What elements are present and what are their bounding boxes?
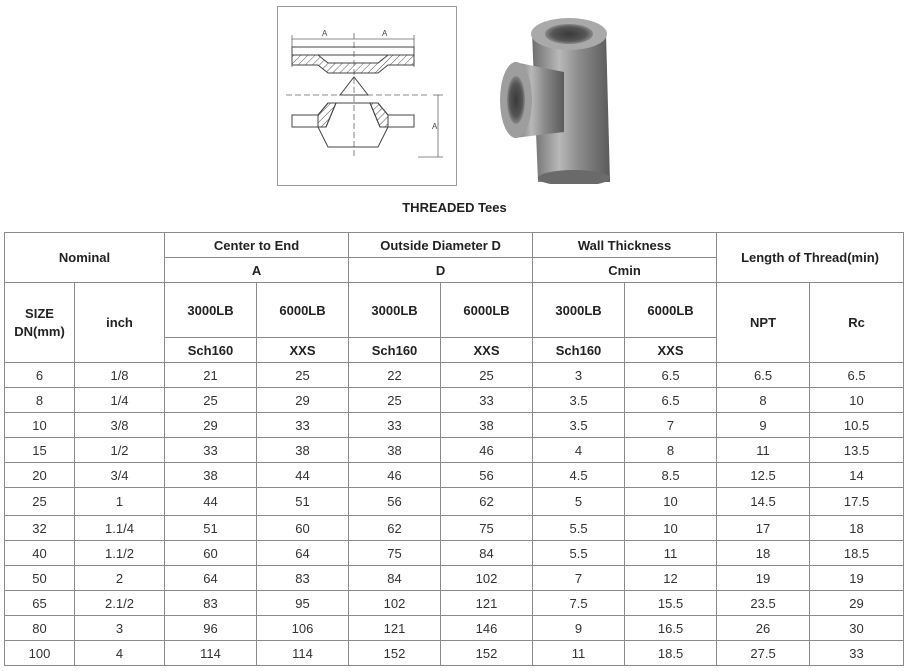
cell-cte-3000: 114 bbox=[165, 641, 257, 666]
cell-od-6000: 62 bbox=[441, 488, 533, 516]
cell-wt-3000: 3 bbox=[533, 363, 625, 388]
tee-technical-drawing bbox=[277, 6, 457, 186]
cell-wt-3000: 5.5 bbox=[533, 541, 625, 566]
cell-inch: 1/4 bbox=[75, 388, 165, 413]
header-wt-sch160: Sch160 bbox=[533, 338, 625, 363]
cell-od-6000: 56 bbox=[441, 463, 533, 488]
cell-size-dn: 20 bbox=[5, 463, 75, 488]
cell-npt: 27.5 bbox=[717, 641, 810, 666]
cell-cte-3000: 21 bbox=[165, 363, 257, 388]
header-od-sch160: Sch160 bbox=[349, 338, 441, 363]
cell-od-3000: 22 bbox=[349, 363, 441, 388]
threaded-tees-dimension-table bbox=[4, 232, 904, 666]
cell-wt-3000: 4 bbox=[533, 438, 625, 463]
cell-wt-3000: 3.5 bbox=[533, 388, 625, 413]
cell-size-dn: 10 bbox=[5, 413, 75, 438]
cell-size-dn: 32 bbox=[5, 516, 75, 541]
cell-od-3000: 84 bbox=[349, 566, 441, 591]
header-size-line1: SIZE bbox=[25, 305, 54, 321]
cell-rc: 6.5 bbox=[810, 363, 904, 388]
table-row bbox=[5, 616, 904, 641]
cell-size-dn: 65 bbox=[5, 591, 75, 616]
header-outside-diameter-symbol: D bbox=[349, 258, 533, 283]
header-npt: NPT bbox=[717, 283, 810, 363]
cell-wt-6000: 11 bbox=[625, 541, 717, 566]
table-row bbox=[5, 413, 904, 438]
header-od-3000: 3000LB bbox=[349, 283, 441, 338]
cell-rc: 17.5 bbox=[810, 488, 904, 516]
cell-wt-3000: 11 bbox=[533, 641, 625, 666]
table-row bbox=[5, 463, 904, 488]
cell-od-3000: 75 bbox=[349, 541, 441, 566]
cell-od-3000: 121 bbox=[349, 616, 441, 641]
cell-cte-6000: 95 bbox=[257, 591, 349, 616]
cell-wt-3000: 5 bbox=[533, 488, 625, 516]
tee-product-photo bbox=[494, 12, 622, 184]
cell-rc: 18 bbox=[810, 516, 904, 541]
cell-od-6000: 152 bbox=[441, 641, 533, 666]
table-row bbox=[5, 516, 904, 541]
header-rc: Rc bbox=[810, 283, 904, 363]
cell-wt-6000: 10 bbox=[625, 488, 717, 516]
cell-size-dn: 8 bbox=[5, 388, 75, 413]
cell-cte-6000: 38 bbox=[257, 438, 349, 463]
cell-cte-3000: 83 bbox=[165, 591, 257, 616]
cell-od-6000: 75 bbox=[441, 516, 533, 541]
cell-cte-3000: 44 bbox=[165, 488, 257, 516]
header-center-to-end-symbol: A bbox=[165, 258, 349, 283]
table-row bbox=[5, 438, 904, 463]
header-cte-6000: 6000LB bbox=[257, 283, 349, 338]
cell-od-6000: 146 bbox=[441, 616, 533, 641]
cell-wt-6000: 15.5 bbox=[625, 591, 717, 616]
table-row bbox=[5, 488, 904, 516]
dim-label-a-left: A bbox=[322, 29, 328, 38]
cell-rc: 30 bbox=[810, 616, 904, 641]
cell-inch: 1.1/2 bbox=[75, 541, 165, 566]
cell-od-6000: 46 bbox=[441, 438, 533, 463]
cell-cte-6000: 25 bbox=[257, 363, 349, 388]
cell-cte-6000: 51 bbox=[257, 488, 349, 516]
cell-inch: 3 bbox=[75, 616, 165, 641]
cell-inch: 2 bbox=[75, 566, 165, 591]
cell-inch: 3/4 bbox=[75, 463, 165, 488]
cell-rc: 29 bbox=[810, 591, 904, 616]
table-caption: THREADED Tees bbox=[402, 200, 507, 215]
cell-inch: 1/8 bbox=[75, 363, 165, 388]
cell-npt: 11 bbox=[717, 438, 810, 463]
tee-photo-svg bbox=[494, 12, 622, 184]
cell-od-6000: 84 bbox=[441, 541, 533, 566]
cell-cte-3000: 38 bbox=[165, 463, 257, 488]
header-od-6000: 6000LB bbox=[441, 283, 533, 338]
table-body bbox=[5, 363, 904, 666]
cell-cte-6000: 44 bbox=[257, 463, 349, 488]
cell-wt-6000: 10 bbox=[625, 516, 717, 541]
header-cte-xxs: XXS bbox=[257, 338, 349, 363]
header-wall-thickness: Wall Thickness bbox=[533, 233, 717, 258]
cell-wt-6000: 12 bbox=[625, 566, 717, 591]
cell-npt: 8 bbox=[717, 388, 810, 413]
cell-inch: 3/8 bbox=[75, 413, 165, 438]
cell-rc: 18.5 bbox=[810, 541, 904, 566]
cell-npt: 9 bbox=[717, 413, 810, 438]
table-row bbox=[5, 566, 904, 591]
cell-wt-3000: 4.5 bbox=[533, 463, 625, 488]
header-row-classes bbox=[5, 283, 904, 338]
cell-inch: 4 bbox=[75, 641, 165, 666]
cell-od-6000: 25 bbox=[441, 363, 533, 388]
cell-od-6000: 33 bbox=[441, 388, 533, 413]
cell-npt: 17 bbox=[717, 516, 810, 541]
table-row bbox=[5, 388, 904, 413]
dim-label-a-side: A bbox=[432, 122, 438, 131]
cell-od-6000: 102 bbox=[441, 566, 533, 591]
header-size-dn bbox=[5, 283, 75, 363]
cell-wt-6000: 8.5 bbox=[625, 463, 717, 488]
cell-size-dn: 100 bbox=[5, 641, 75, 666]
cell-cte-6000: 60 bbox=[257, 516, 349, 541]
cell-wt-6000: 6.5 bbox=[625, 388, 717, 413]
cell-od-6000: 121 bbox=[441, 591, 533, 616]
cell-wt-3000: 5.5 bbox=[533, 516, 625, 541]
cell-size-dn: 50 bbox=[5, 566, 75, 591]
cell-npt: 14.5 bbox=[717, 488, 810, 516]
cell-cte-3000: 51 bbox=[165, 516, 257, 541]
cell-rc: 10.5 bbox=[810, 413, 904, 438]
cell-wt-3000: 7.5 bbox=[533, 591, 625, 616]
table-row bbox=[5, 591, 904, 616]
cell-cte-6000: 29 bbox=[257, 388, 349, 413]
cell-rc: 19 bbox=[810, 566, 904, 591]
cell-size-dn: 25 bbox=[5, 488, 75, 516]
cell-cte-3000: 96 bbox=[165, 616, 257, 641]
cell-cte-3000: 64 bbox=[165, 566, 257, 591]
cell-wt-6000: 6.5 bbox=[625, 363, 717, 388]
cell-inch: 1 bbox=[75, 488, 165, 516]
header-center-to-end: Center to End bbox=[165, 233, 349, 258]
table-row bbox=[5, 641, 904, 666]
cell-cte-3000: 29 bbox=[165, 413, 257, 438]
table-row bbox=[5, 541, 904, 566]
cell-cte-6000: 83 bbox=[257, 566, 349, 591]
cell-cte-6000: 106 bbox=[257, 616, 349, 641]
cell-wt-6000: 18.5 bbox=[625, 641, 717, 666]
tee-drawing-svg bbox=[278, 7, 456, 185]
header-cte-3000: 3000LB bbox=[165, 283, 257, 338]
cell-cte-3000: 33 bbox=[165, 438, 257, 463]
cell-size-dn: 15 bbox=[5, 438, 75, 463]
cell-size-dn: 80 bbox=[5, 616, 75, 641]
header-outside-diameter: Outside Diameter D bbox=[349, 233, 533, 258]
cell-inch: 1/2 bbox=[75, 438, 165, 463]
header-wt-xxs: XXS bbox=[625, 338, 717, 363]
cell-cte-6000: 114 bbox=[257, 641, 349, 666]
cell-rc: 14 bbox=[810, 463, 904, 488]
header-wt-6000: 6000LB bbox=[625, 283, 717, 338]
header-inch: inch bbox=[75, 283, 165, 363]
header-od-xxs: XXS bbox=[441, 338, 533, 363]
cell-rc: 13.5 bbox=[810, 438, 904, 463]
cell-npt: 12.5 bbox=[717, 463, 810, 488]
cell-wt-6000: 7 bbox=[625, 413, 717, 438]
cell-npt: 26 bbox=[717, 616, 810, 641]
cell-cte-6000: 33 bbox=[257, 413, 349, 438]
header-nominal: Nominal bbox=[5, 233, 165, 283]
table-row bbox=[5, 363, 904, 388]
cell-od-3000: 46 bbox=[349, 463, 441, 488]
cell-wt-3000: 3.5 bbox=[533, 413, 625, 438]
cell-npt: 19 bbox=[717, 566, 810, 591]
cell-od-3000: 56 bbox=[349, 488, 441, 516]
cell-npt: 23.5 bbox=[717, 591, 810, 616]
cell-npt: 18 bbox=[717, 541, 810, 566]
header-cte-sch160: Sch160 bbox=[165, 338, 257, 363]
header-row-groups bbox=[5, 233, 904, 258]
cell-cte-6000: 64 bbox=[257, 541, 349, 566]
cell-wt-3000: 7 bbox=[533, 566, 625, 591]
cell-npt: 6.5 bbox=[717, 363, 810, 388]
header-wt-3000: 3000LB bbox=[533, 283, 625, 338]
cell-od-3000: 62 bbox=[349, 516, 441, 541]
cell-rc: 33 bbox=[810, 641, 904, 666]
cell-od-3000: 152 bbox=[349, 641, 441, 666]
cell-inch: 1.1/4 bbox=[75, 516, 165, 541]
cell-size-dn: 40 bbox=[5, 541, 75, 566]
header-wall-thickness-symbol: Cmin bbox=[533, 258, 717, 283]
cell-wt-3000: 9 bbox=[533, 616, 625, 641]
cell-cte-3000: 25 bbox=[165, 388, 257, 413]
cell-od-3000: 33 bbox=[349, 413, 441, 438]
cell-od-6000: 38 bbox=[441, 413, 533, 438]
cell-od-3000: 38 bbox=[349, 438, 441, 463]
cell-wt-6000: 8 bbox=[625, 438, 717, 463]
cell-inch: 2.1/2 bbox=[75, 591, 165, 616]
cell-cte-3000: 60 bbox=[165, 541, 257, 566]
cell-size-dn: 6 bbox=[5, 363, 75, 388]
dim-label-a-right: A bbox=[382, 29, 388, 38]
cell-od-3000: 102 bbox=[349, 591, 441, 616]
cell-rc: 10 bbox=[810, 388, 904, 413]
cell-od-3000: 25 bbox=[349, 388, 441, 413]
header-length-of-thread: Length of Thread(min) bbox=[717, 233, 904, 283]
header-size-line2: DN(mm) bbox=[14, 323, 65, 339]
cell-wt-6000: 16.5 bbox=[625, 616, 717, 641]
